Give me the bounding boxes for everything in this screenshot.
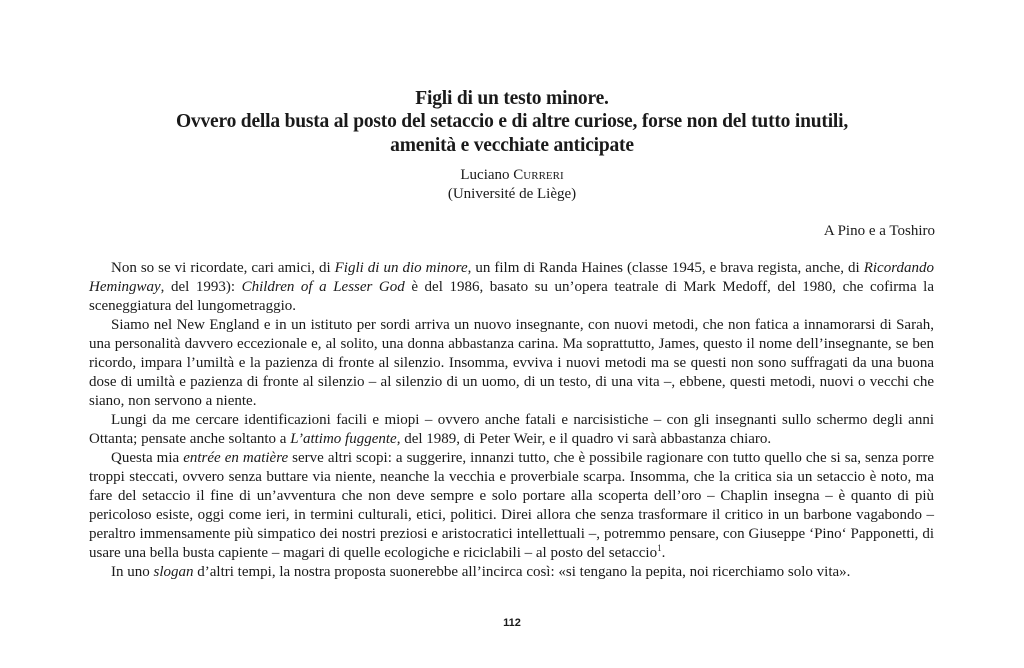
p4-text-c: serve altri scopi: a suggerire, innanzi tutto, che è possibile ragionare con tutto quello che si sa, senza porre troppi steccati, ovvero senza buttare via niente, neanche la vecchia e proverbiale scarpa. Insomma, che la critica sia un setaccio è noto, ma fare del setaccio il fine di un’avventura che non deve sempre e solo portare alla scoperta dell’oro – Chaplin insegna – è quanto di più pericoloso esiste, oggi come ieri, in termini culturali, etici, politici. Direi allora che senza trasformare il critico in un barbone vagabondo – peraltro immensamente più simpatico dei nostri preziosi e aristocratici intellettuali –, potremmo pensare, con Giuseppe ‘Pino‘ Papponetti, di usare una bella busta capiente – magari di quelle ecologiche e riciclabili – al posto del setaccio: [89, 450, 934, 561]
title-line-1: Figli di un testo minore.: [415, 88, 609, 109]
p5-text-c: d’altri tempi, la nostra proposta suonerebbe all’incirca così: «si tengano la pepita, noi ricerchiamo solo vita».: [193, 564, 851, 580]
dedication: A Pino e a Toshiro: [823, 223, 935, 239]
page-number: 112: [503, 617, 521, 629]
p3-text-c: , del 1989, di Peter Weir, e il quadro vi sarà abbastanza chiaro.: [396, 431, 772, 447]
p1-text-c: , un film di Randa Haines (classe 1945, e brava regista, anche, di: [467, 260, 864, 276]
p1-film-title: Figli di un dio minore: [334, 260, 468, 276]
paragraph-3: [89, 411, 934, 449]
p1-text-e: , del 1993):: [160, 279, 242, 295]
paragraph-5: [89, 563, 934, 582]
p5-italic-word: slogan: [153, 564, 194, 580]
author-last-name: Curreri: [513, 167, 564, 183]
footnote-marker[interactable]: 1: [657, 543, 662, 553]
p4-text-d: .: [661, 545, 666, 561]
paragraph-1: [89, 259, 934, 316]
author-affiliation: (Université de Liège): [447, 186, 577, 202]
author-first-name: Luciano: [460, 167, 510, 183]
p1-film-title-3: Children of a Lesser God: [241, 279, 405, 295]
title-line-3: amenità e vecchiate anticipate: [390, 135, 634, 156]
title-line-2: Ovvero della busta al posto del setaccio e di altre curiose, forse non del tutto inutili,: [175, 111, 849, 132]
p5-text-a: In uno: [111, 564, 154, 580]
p3-text-a: Lungi da me cercare identificazioni facili e miopi – ovvero anche fatali e narcisistiche – con gli insegnanti sullo schermo degli anni Ottanta; pensate anche soltanto a: [89, 412, 934, 447]
author-name: [0, 166, 1024, 185]
body-text: [89, 259, 934, 582]
p1-film-title-2: Ricordando Hemingway: [89, 260, 934, 295]
p1-text-a: Non so se vi ricordate, cari amici, di: [111, 260, 335, 276]
paragraph-2: Siamo nel New England e in un istituto per sordi arriva un nuovo insegnante, con nuovi metodi, che non fatica a innamorarsi di Sarah, una personalità davvero eccezionale e, al solito, una donna abbastanza carina. Ma soprattutto, James, questo il nome dell’insegnante, se ben ricordo, impara l’umiltà e la pazienza di fronte al silenzio. Insomma, evviva i nuovi metodi ma se questi non sono suffragati da una buona dose di umiltà e pazienza di fronte al silenzio – al silenzio di un uomo, di un testo, di una vita –, ebbene, questi metodi, nuovi o vecchi che siano, non servono a niente.: [89, 317, 934, 409]
p1-text-g: è del 1986, basato su un’opera teatrale di Mark Medoff, del 1980, che cofirma la sceneggiatura del lungometraggio.: [89, 279, 934, 314]
p4-text-a: Questa mia: [111, 450, 184, 466]
paragraph-4: [89, 449, 934, 563]
p3-film-title: L’attimo fuggente: [290, 431, 397, 447]
p4-italic-phrase: entrée en matière: [183, 450, 289, 466]
